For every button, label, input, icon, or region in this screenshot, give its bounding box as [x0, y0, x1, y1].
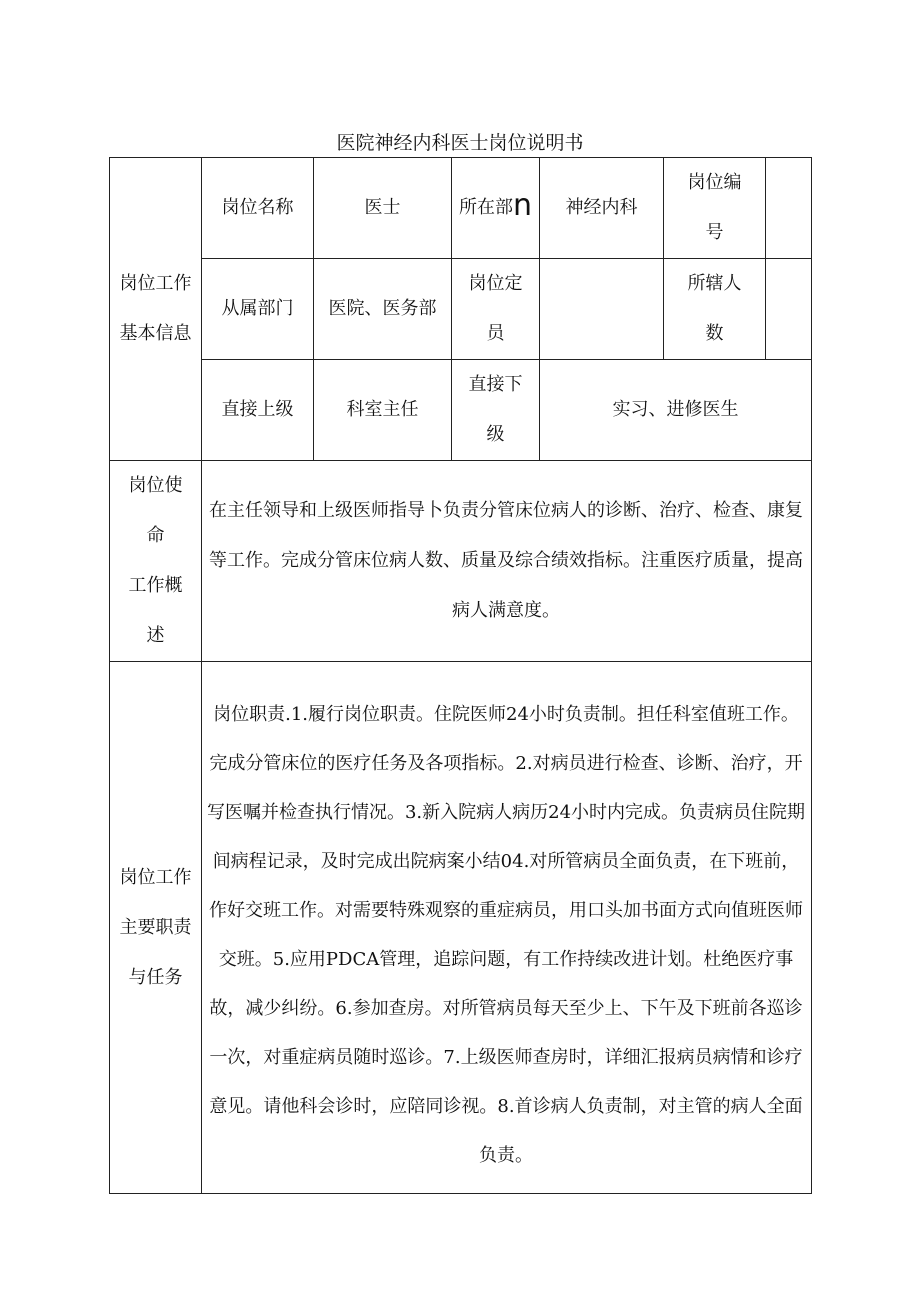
- basic-info-label: [110, 158, 202, 461]
- direct-subordinate-label-line1: 直接下: [468, 374, 523, 395]
- mission-row: [110, 461, 812, 662]
- basic-info-label-line2: 基本信息: [119, 323, 192, 344]
- mission-label-line2: 命: [146, 525, 165, 546]
- position-code-label-line2: 号: [705, 222, 724, 243]
- staffing-label: [452, 259, 540, 360]
- basic-info-label-line1: 岗位工作: [119, 273, 192, 294]
- mission-label-line4: 述: [146, 625, 165, 646]
- mission-label: [110, 461, 202, 662]
- staffing-label-line2: 员: [486, 323, 505, 344]
- duties-text: 岗位职责.1.履行岗位职责。住院医师24小时负责制。担任科室值班工作。完成分管床位的医疗任务及各项指标。2.对病员进行检查、诊断、治疗，开写医嘱并检查执行情况。3.新入院病人病历24小时内完成。负责病员住院期间病程记录，及时完成出院病案小结04.对所管病员全面负责，在下班前，作好交班工作。对需要特殊观察的重症病员，用口头加书面方式向值班医师交班。5.应用PDCA管理，追踪问题，有工作持续改进计划。杜绝医疗事故，减少纠纷。6.参加查房。对所管病员每天至少上、下午及下班前各巡诊一次，对重症病员随时巡诊。7.上级医师查房时，详细汇报病员病情和诊疗意见。请他科会诊时，应陪同诊视。8.首诊病人负责制，对主管的病人全面负责。: [202, 662, 812, 1194]
- mission-text: 在主任领导和上级医师指导卜负责分管床位病人的诊断、治疗、检查、康复等工作。完成分管床位病人数、质量及综合绩效指标。注重医疗质量，提高病人满意度。: [202, 461, 812, 662]
- direct-subordinate-value: 实习、进修医生: [540, 360, 812, 461]
- job-description-table: [109, 157, 812, 1194]
- mission-label-line1: 岗位使: [128, 475, 183, 496]
- direct-subordinate-label: [452, 360, 540, 461]
- direct-subordinate-label-line2: 级: [486, 424, 505, 445]
- staffing-label-line1: 岗位定: [468, 273, 523, 294]
- direct-superior-label: 直接上级: [202, 360, 314, 461]
- document-title: 医院神经内科医士岗位说明书: [336, 132, 584, 154]
- department-label-suffix: n: [512, 188, 532, 223]
- subordinate-count-label-line2: 数: [705, 323, 724, 344]
- department-value: 神经内科: [540, 158, 664, 259]
- position-code-label: [664, 158, 766, 259]
- duties-label-line2: 主要职责: [119, 916, 192, 938]
- position-name-label: 岗位名称: [202, 158, 314, 259]
- direct-superior-value: 科室主任: [314, 360, 452, 461]
- subordinate-count-value: [766, 259, 812, 360]
- department-label-prefix: 所在部: [458, 197, 513, 218]
- subordinate-count-label-line1: 所辖人: [687, 273, 742, 294]
- basic-info-row-3: [110, 360, 812, 461]
- mission-label-line3: 工作概: [128, 575, 183, 596]
- duties-label-line1: 岗位工作: [119, 866, 192, 888]
- affiliated-dept-label: 从属部门: [202, 259, 314, 360]
- subordinate-count-label: [664, 259, 766, 360]
- position-code-label-line1: 岗位编: [687, 172, 742, 193]
- basic-info-row-1: [110, 158, 812, 259]
- duties-row: [110, 662, 812, 1194]
- position-name-value: 医士: [314, 158, 452, 259]
- staffing-value: [540, 259, 664, 360]
- affiliated-dept-value: 医院、医务部: [314, 259, 452, 360]
- position-code-value: [766, 158, 812, 259]
- department-label: [452, 158, 540, 259]
- basic-info-row-2: [110, 259, 812, 360]
- duties-label-line3: 与任务: [128, 966, 183, 988]
- duties-label: [110, 662, 202, 1194]
